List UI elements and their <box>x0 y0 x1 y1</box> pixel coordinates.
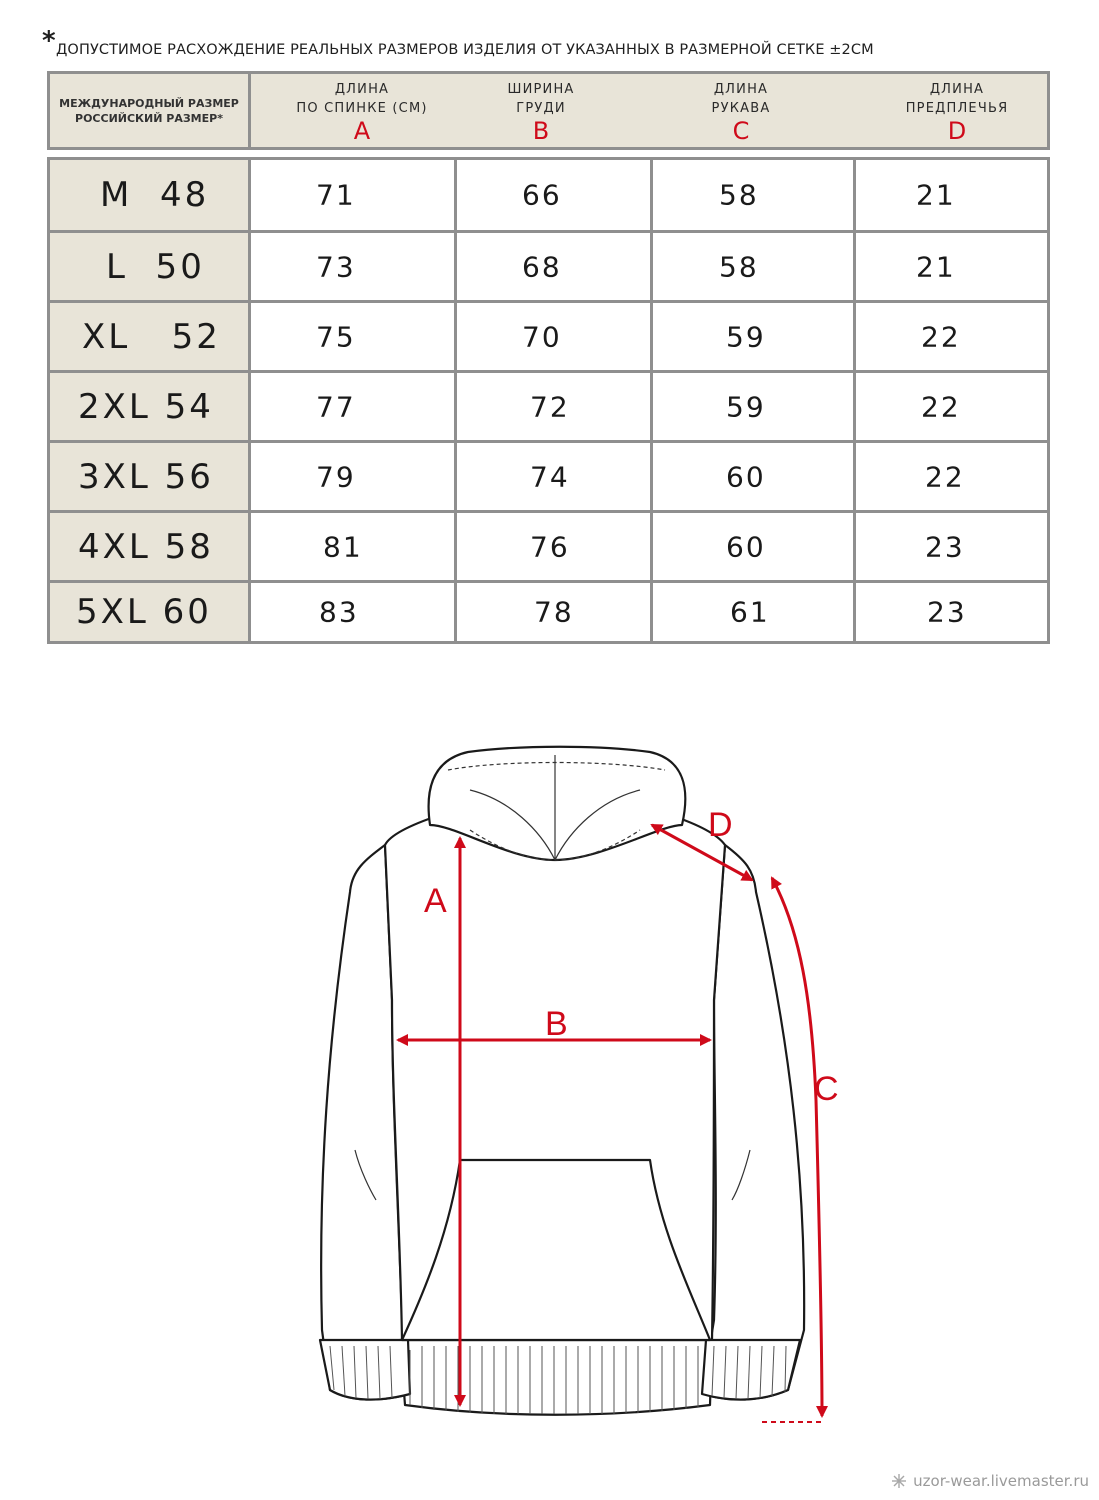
snowflake-icon <box>891 1473 907 1489</box>
site-url: uzor-wear.livemaster.ru <box>913 1472 1089 1490</box>
value-b: 66 <box>522 178 562 212</box>
value-c: 58 <box>719 250 759 283</box>
value-d: 21 <box>916 250 956 283</box>
cell-c <box>650 443 856 510</box>
column-header-c <box>641 80 841 144</box>
value-a: 83 <box>319 595 359 629</box>
cell-c <box>650 373 856 440</box>
cell-b <box>454 160 653 230</box>
column-header-line1: ДЛИНА <box>713 82 769 97</box>
table-row <box>50 300 1047 370</box>
cell-d <box>853 373 1047 440</box>
column-letter-d: D <box>947 117 967 145</box>
cell-d <box>853 233 1047 300</box>
size-label: L 50 <box>106 246 205 287</box>
column-header-line1: ШИРИНА <box>507 82 575 97</box>
value-c: 59 <box>726 320 766 353</box>
hoodie-measurement-diagram <box>0 700 1099 1460</box>
value-a: 75 <box>316 320 356 353</box>
value-c: 58 <box>719 178 759 212</box>
value-a: 79 <box>316 460 356 493</box>
size-label: 5XL 60 <box>76 592 212 632</box>
size-label: M 48 <box>100 175 210 215</box>
cell-b <box>454 443 653 510</box>
value-a: 81 <box>323 530 363 563</box>
cell-a <box>251 443 457 510</box>
size-header-international: МЕЖДУНАРОДНЫЙ РАЗМЕР <box>59 96 239 110</box>
size-column-header <box>50 74 251 147</box>
column-letter-b: B <box>532 117 550 145</box>
column-header-line2: ГРУДИ <box>516 101 566 116</box>
cell-a <box>251 583 457 641</box>
cell-a <box>251 233 457 300</box>
value-d: 22 <box>921 320 961 353</box>
value-b: 74 <box>530 460 570 493</box>
value-a: 73 <box>316 250 356 283</box>
table-row <box>50 510 1047 580</box>
column-header-line1: ДЛИНА <box>334 82 390 97</box>
table-row <box>50 440 1047 510</box>
left-cuff <box>320 1340 410 1400</box>
cell-a <box>251 513 457 580</box>
value-b: 78 <box>534 595 574 629</box>
cell-c <box>650 513 856 580</box>
cell-a <box>251 160 457 230</box>
cell-a <box>251 303 457 370</box>
label-c: C <box>814 1070 839 1108</box>
cell-c <box>650 233 856 300</box>
cell-b <box>454 583 653 641</box>
column-header-line2: ПО СПИНКЕ (СМ) <box>296 101 428 116</box>
value-c: 60 <box>726 460 766 493</box>
column-letter-c: C <box>732 117 750 145</box>
value-c: 60 <box>726 530 766 563</box>
table-row <box>50 160 1047 230</box>
size-cell <box>50 233 251 300</box>
cell-d <box>853 513 1047 580</box>
cell-d <box>853 443 1047 510</box>
column-header-line1: ДЛИНА <box>929 82 985 97</box>
value-d: 22 <box>925 460 965 493</box>
site-watermark <box>891 1472 1089 1490</box>
cell-b <box>454 373 653 440</box>
size-cell <box>50 443 251 510</box>
cell-c <box>650 160 856 230</box>
size-label: XL 52 <box>82 316 221 357</box>
value-b: 72 <box>530 390 570 423</box>
cell-d <box>853 303 1047 370</box>
size-header-russian: РОССИЙСКИЙ РАЗМЕР* <box>75 111 223 125</box>
cell-c <box>650 303 856 370</box>
value-d: 23 <box>925 530 965 563</box>
waistband <box>400 1340 712 1415</box>
size-label: 3XL 56 <box>78 456 214 497</box>
value-a: 71 <box>316 178 356 212</box>
cell-d <box>853 583 1047 641</box>
cell-d <box>853 160 1047 230</box>
label-a: A <box>424 882 447 920</box>
cell-b <box>454 303 653 370</box>
table-row <box>50 230 1047 300</box>
value-b: 68 <box>522 250 562 283</box>
value-c: 61 <box>730 595 770 629</box>
size-label: 4XL 58 <box>78 526 214 567</box>
column-header-line2: ПРЕДПЛЕЧЬЯ <box>905 101 1009 116</box>
column-letter-a: A <box>353 117 371 145</box>
column-header-d <box>857 80 1057 144</box>
size-label: 2XL 54 <box>78 386 214 427</box>
value-b: 76 <box>530 530 570 563</box>
size-cell <box>50 373 251 440</box>
table-row <box>50 370 1047 440</box>
size-cell <box>50 583 251 641</box>
cell-b <box>454 513 653 580</box>
cell-a <box>251 373 457 440</box>
value-c: 59 <box>726 390 766 423</box>
cell-b <box>454 233 653 300</box>
label-b: B <box>545 1005 568 1043</box>
value-d: 23 <box>927 595 967 629</box>
asterisk: * <box>42 26 56 56</box>
column-header-line2: РУКАВА <box>711 101 771 116</box>
tolerance-text: ДОПУСТИМОЕ РАСХОЖДЕНИЕ РЕАЛЬНЫХ РАЗМЕРОВ ИЗДЕЛИЯ ОТ УКАЗАННЫХ В РАЗМЕРНОЙ СЕТКЕ ±2СМ <box>56 42 874 58</box>
value-b: 70 <box>522 320 562 353</box>
cell-c <box>650 583 856 641</box>
column-header-b <box>441 80 641 144</box>
value-a: 77 <box>316 390 356 423</box>
size-table <box>47 157 1050 644</box>
label-d: D <box>708 806 733 844</box>
size-cell <box>50 513 251 580</box>
column-header-a <box>262 80 462 144</box>
value-d: 21 <box>916 178 956 212</box>
size-cell <box>50 160 251 230</box>
size-cell <box>50 303 251 370</box>
size-table-header <box>47 71 1050 150</box>
value-d: 22 <box>921 390 961 423</box>
table-row <box>50 580 1047 641</box>
